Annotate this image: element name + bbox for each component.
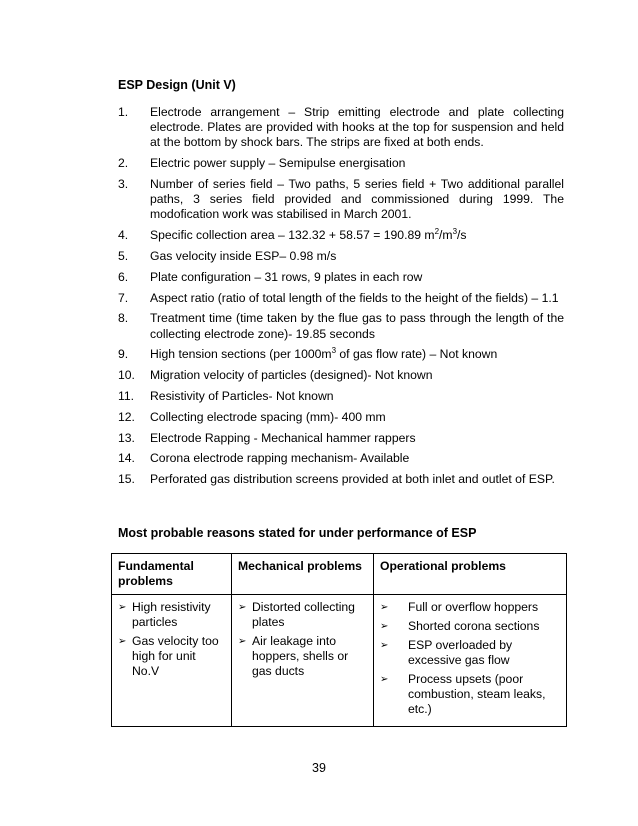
- list-item: [118, 431, 564, 446]
- item-number: 11.: [118, 388, 135, 403]
- superscript: 2: [434, 227, 440, 237]
- item-number: 14.: [118, 451, 135, 466]
- item-number: 8.: [118, 311, 129, 326]
- item-text: Electrode Rapping - Mechanical hammer rappers: [150, 430, 416, 445]
- item-number: 4.: [118, 228, 129, 243]
- subsection-title: Most probable reasons stated for under performance of ESP: [118, 526, 477, 540]
- item-text: Electric power supply – Semipulse energisation: [150, 156, 406, 171]
- item-number: 1.: [118, 105, 129, 119]
- arrow-bullet-icon: ➢: [380, 674, 389, 685]
- item-text: [150, 228, 564, 243]
- design-list: [118, 105, 564, 493]
- list-item: [118, 472, 564, 487]
- item-text-part: /m: [439, 228, 453, 243]
- header-mechanical: Mechanical problems: [232, 554, 374, 595]
- list-item: [380, 600, 561, 615]
- arrow-bullet-icon: ➢: [380, 621, 389, 632]
- problem-text: Air leakage into hoppers, shells or gas ducts: [252, 634, 349, 678]
- item-text: Gas velocity inside ESP– 0.98 m/s: [150, 249, 337, 263]
- list-item: [118, 156, 564, 171]
- list-item: [118, 291, 564, 306]
- list-item: [118, 634, 226, 679]
- item-number: 2.: [118, 156, 129, 171]
- item-number: 9.: [118, 347, 129, 362]
- list-item: [118, 389, 564, 404]
- list-item: [118, 177, 564, 223]
- item-text-part: /s: [457, 228, 467, 243]
- item-number: 3.: [118, 177, 129, 191]
- item-text: Number of series field – Two paths, 5 series field + Two additional parallel paths, 3 series field provided and commissioned during 1999. The modofication work was stabilised in March 2001.: [150, 177, 564, 222]
- superscript: 3: [331, 346, 337, 356]
- problem-text: High resistivity particles: [132, 600, 211, 629]
- item-text: Aspect ratio (ratio of total length of the fields to the height of the fields) – 1.1: [150, 290, 559, 305]
- operational-cell: [374, 595, 567, 727]
- list-item: [118, 270, 564, 285]
- list-item: [238, 634, 368, 679]
- list-item: [118, 249, 564, 264]
- item-text: Corona electrode rapping mechanism- Available: [150, 451, 410, 466]
- item-text: [150, 347, 564, 362]
- table-header-row: [112, 554, 567, 595]
- page-number: 39: [312, 761, 326, 775]
- item-text-part: High tension sections (per 1000m: [150, 347, 332, 362]
- table-row: [112, 595, 567, 727]
- mechanical-cell: [232, 595, 374, 727]
- item-text: Treatment time (time taken by the flue gas to pass through the length of the collecting electrode zone)- 19.85 seconds: [150, 311, 564, 341]
- arrow-bullet-icon: ➢: [380, 602, 389, 613]
- problems-table: [111, 553, 567, 727]
- item-text: Electrode arrangement – Strip emitting electrode and plate collecting electrode. Plates are provided with hooks at the top for suspension and held at the bottom by shock bars. The strips are fixed at both ends.: [150, 105, 564, 150]
- superscript: 3: [452, 227, 458, 237]
- item-number: 7.: [118, 290, 129, 305]
- arrow-bullet-icon: ➢: [238, 602, 247, 613]
- item-text: Perforated gas distribution screens provided at both inlet and outlet of ESP.: [150, 472, 555, 487]
- arrow-bullet-icon: ➢: [238, 636, 247, 647]
- list-item: [380, 672, 561, 717]
- problem-text: Distorted collecting plates: [252, 600, 355, 629]
- list-item: [118, 410, 564, 425]
- problem-text: Full or overflow hoppers: [408, 600, 539, 614]
- list-item: [118, 368, 564, 383]
- arrow-bullet-icon: ➢: [118, 602, 127, 613]
- list-item: [118, 228, 564, 243]
- item-number: 13.: [118, 430, 135, 445]
- list-item: [380, 619, 561, 634]
- fundamental-cell: [112, 595, 232, 727]
- item-number: 5.: [118, 249, 129, 263]
- header-fundamental: Fundamental problems: [112, 554, 232, 595]
- arrow-bullet-icon: ➢: [118, 636, 127, 647]
- list-item: [118, 311, 564, 341]
- problem-text: Process upsets (poor combustion, steam leaks, etc.): [408, 672, 546, 716]
- list-item: [118, 600, 226, 630]
- problem-text: Shorted corona sections: [408, 619, 540, 633]
- list-item: [238, 600, 368, 630]
- item-text-part: of gas flow rate) – Not known: [336, 347, 498, 362]
- item-number: 10.: [118, 368, 135, 383]
- section-title: ESP Design (Unit V): [118, 78, 236, 92]
- list-item: [118, 451, 564, 466]
- arrow-bullet-icon: ➢: [380, 640, 389, 651]
- list-item: [118, 347, 564, 362]
- item-text: Collecting electrode spacing (mm)- 400 mm: [150, 409, 386, 424]
- list-item: [380, 638, 561, 668]
- list-item: [118, 105, 564, 151]
- item-number: 6.: [118, 269, 129, 284]
- problem-text: Gas velocity too high for unit No.V: [132, 634, 219, 678]
- item-text: Migration velocity of particles (designed)- Not known: [150, 368, 433, 383]
- item-text: Plate configuration – 31 rows, 9 plates in each row: [150, 269, 423, 284]
- item-number: 15.: [118, 472, 135, 487]
- item-text: Resistivity of Particles- Not known: [150, 388, 334, 403]
- item-number: 12.: [118, 409, 135, 424]
- problem-text: ESP overloaded by excessive gas flow: [408, 638, 513, 667]
- header-operational: Operational problems: [374, 554, 567, 595]
- item-text-part: Specific collection area – 132.32 + 58.57 = 190.89 m: [150, 228, 435, 243]
